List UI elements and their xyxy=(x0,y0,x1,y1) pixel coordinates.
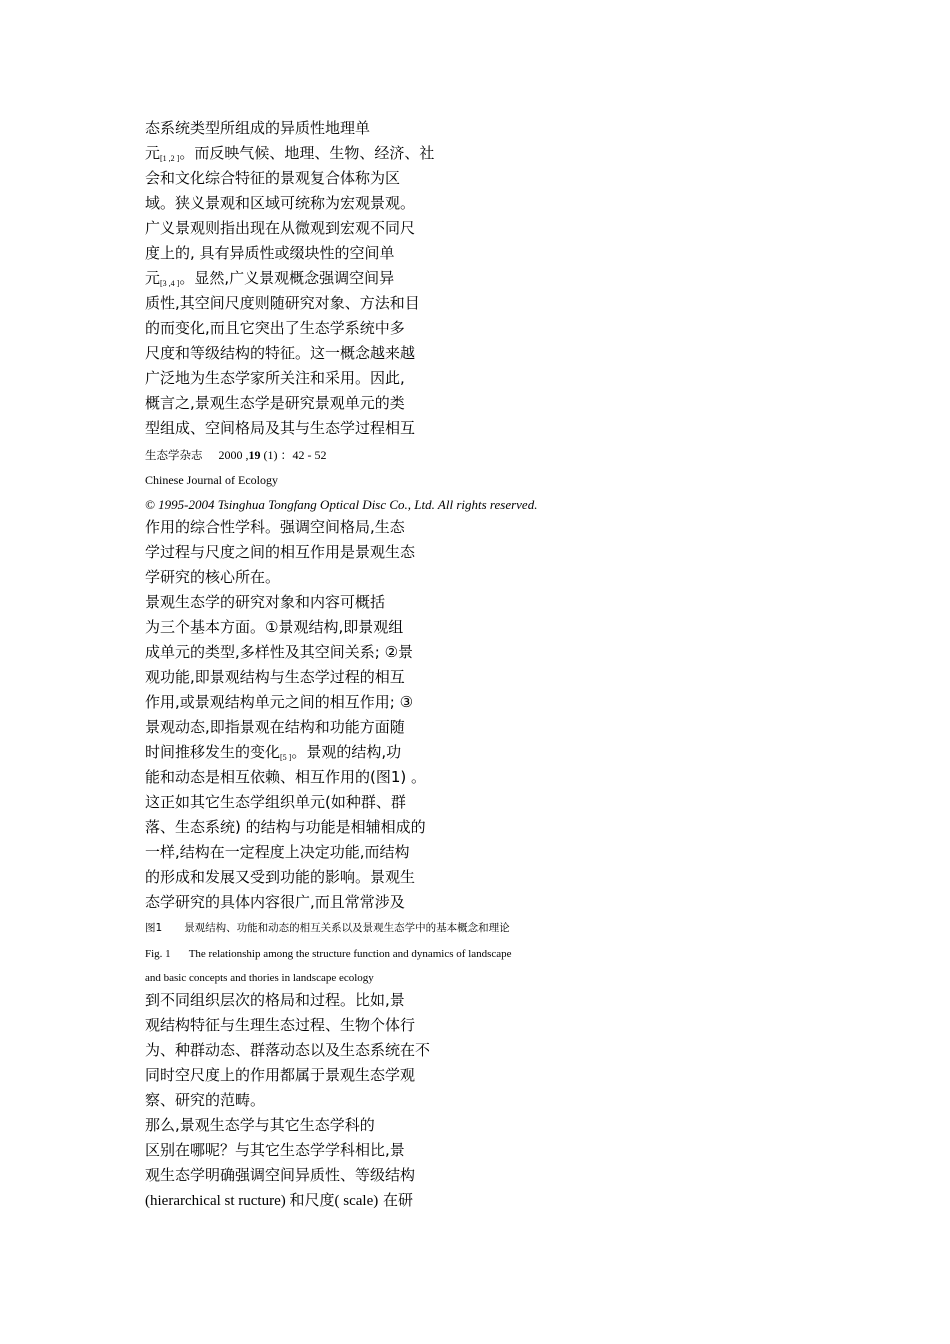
journal-volume: 19 xyxy=(248,448,261,462)
journal-issue-pages: (1) ：42 - 52 xyxy=(260,448,327,462)
text-line: 学研究的核心所在。 xyxy=(145,568,281,586)
text-line: 广泛地为生态学家所关注和采用。因此, xyxy=(145,369,405,387)
text-line: 景观动态,即指景观在结构和功能方面随 xyxy=(145,718,405,736)
text-line xyxy=(145,742,401,768)
text-line: 观结构特征与生理生态过程、生物个体行 xyxy=(145,1016,416,1034)
text-line: 到不同组织层次的格局和过程。比如,景 xyxy=(145,991,405,1009)
figure-caption-en-cont: and basic concepts and thories in landscape ecology xyxy=(145,972,374,984)
text-line xyxy=(145,268,394,294)
copyright-notice: © 1995-2004 Tsinghua Tongfang Optical Disc Co., Ltd. All rights reserved. xyxy=(145,497,538,512)
text-segment: 。显然,广义景观概念强调空间异 xyxy=(179,269,395,287)
citation-ref: [5 ] xyxy=(280,753,292,762)
citation-ref: [3 ,4 ] xyxy=(160,279,180,288)
journal-citation xyxy=(145,447,327,463)
text-line xyxy=(145,1190,413,1211)
text-line: 的形成和发展又受到功能的影响。景观生 xyxy=(145,868,416,886)
text-line: 学过程与尺度之间的相互作用是景观生态 xyxy=(145,543,416,561)
text-line: 尺度和等级结构的特征。这一概念越来越 xyxy=(145,344,416,362)
text-segment: 。景观的结构,功 xyxy=(291,743,402,761)
text-line: 察、研究的范畴。 xyxy=(145,1091,266,1109)
text-segment: 元 xyxy=(145,269,161,287)
text-line: 会和文化综合特征的景观复合体称为区 xyxy=(145,169,401,187)
text-line: 观生态学明确强调空间异质性、等级结构 xyxy=(145,1166,416,1184)
text-line: 这正如其它生态学组织单元(如种群、群 xyxy=(145,793,406,811)
text-line: 概言之,景观生态学是研究景观单元的类 xyxy=(145,394,405,412)
text-line: 质性,其空间尺度则随研究对象、方法和目 xyxy=(145,294,420,312)
text-line: 能和动态是相互依赖、相互作用的(图1) 。 xyxy=(145,768,427,786)
figure-caption-en xyxy=(145,947,512,961)
text-segment: 。而反映气候、地理、生物、经济、社 xyxy=(179,144,435,162)
text-line: 景观生态学的研究对象和内容可概括 xyxy=(145,593,386,611)
text-line: 态系统类型所组成的异质性地理单 xyxy=(145,119,371,137)
text-line: 一样,结构在一定程度上决定功能,而结构 xyxy=(145,843,410,861)
text-line: 作用的综合性学科。强调空间格局,生态 xyxy=(145,518,405,536)
text-line: 广义景观则指出现在从微观到宏观不同尺 xyxy=(145,219,416,237)
journal-name-en: Chinese Journal of Ecology xyxy=(145,473,278,487)
text-line: 为三个基本方面。①景观结构,即景观组 xyxy=(145,618,404,636)
journal-year: 2000 , xyxy=(218,448,249,462)
figure-label-cn: 图1 xyxy=(145,922,163,934)
text-line: 态学研究的具体内容很广,而且常常涉及 xyxy=(145,893,405,911)
journal-name-cn: 生态学杂志 xyxy=(145,448,203,462)
text-segment: 时间推移发生的变化 xyxy=(145,743,281,761)
text-line: 落、生态系统) 的结构与功能是相辅相成的 xyxy=(145,818,426,836)
text-line: 同时空尺度上的作用都属于景观生态学观 xyxy=(145,1066,416,1084)
text-segment: 和尺度( scale) xyxy=(285,1193,379,1209)
text-line: 那么,景观生态学与其它生态学科的 xyxy=(145,1116,375,1134)
figure-caption-text-en: The relationship among the structure function and dynamics of landscape xyxy=(188,948,512,960)
text-line: 域。狭义景观和区域可统称为宏观景观。 xyxy=(145,194,416,212)
citation-ref: [1 ,2 ] xyxy=(160,154,180,163)
figure-label-en: Fig. 1 xyxy=(145,948,171,960)
text-line: 型组成、空间格局及其与生态学过程相互 xyxy=(145,419,416,437)
text-line: 作用,或景观结构单元之间的相互作用; ③ xyxy=(145,693,414,711)
text-line: 成单元的类型,多样性及其空间关系; ②景 xyxy=(145,643,414,661)
text-segment: 在研 xyxy=(378,1191,413,1209)
text-line: 度上的, 具有异质性或缀块性的空间单 xyxy=(145,244,395,262)
figure-caption-cn xyxy=(145,921,510,935)
figure-caption-text-cn: 景观结构、功能和动态的相互关系以及景观生态学中的基本概念和理论 xyxy=(184,922,510,934)
text-line: 区别在哪呢？与其它生态学学科相比,景 xyxy=(145,1141,405,1159)
text-segment: 元 xyxy=(145,144,161,162)
text-line: 为、种群动态、群落动态以及生态系统在不 xyxy=(145,1041,431,1059)
text-line: 的而变化,而且它突出了生态学系统中多 xyxy=(145,319,405,337)
text-segment: (hierarchical st ructure) xyxy=(145,1193,286,1209)
text-line: 观功能,即景观结构与生态学过程的相互 xyxy=(145,668,405,686)
text-line xyxy=(145,143,434,169)
